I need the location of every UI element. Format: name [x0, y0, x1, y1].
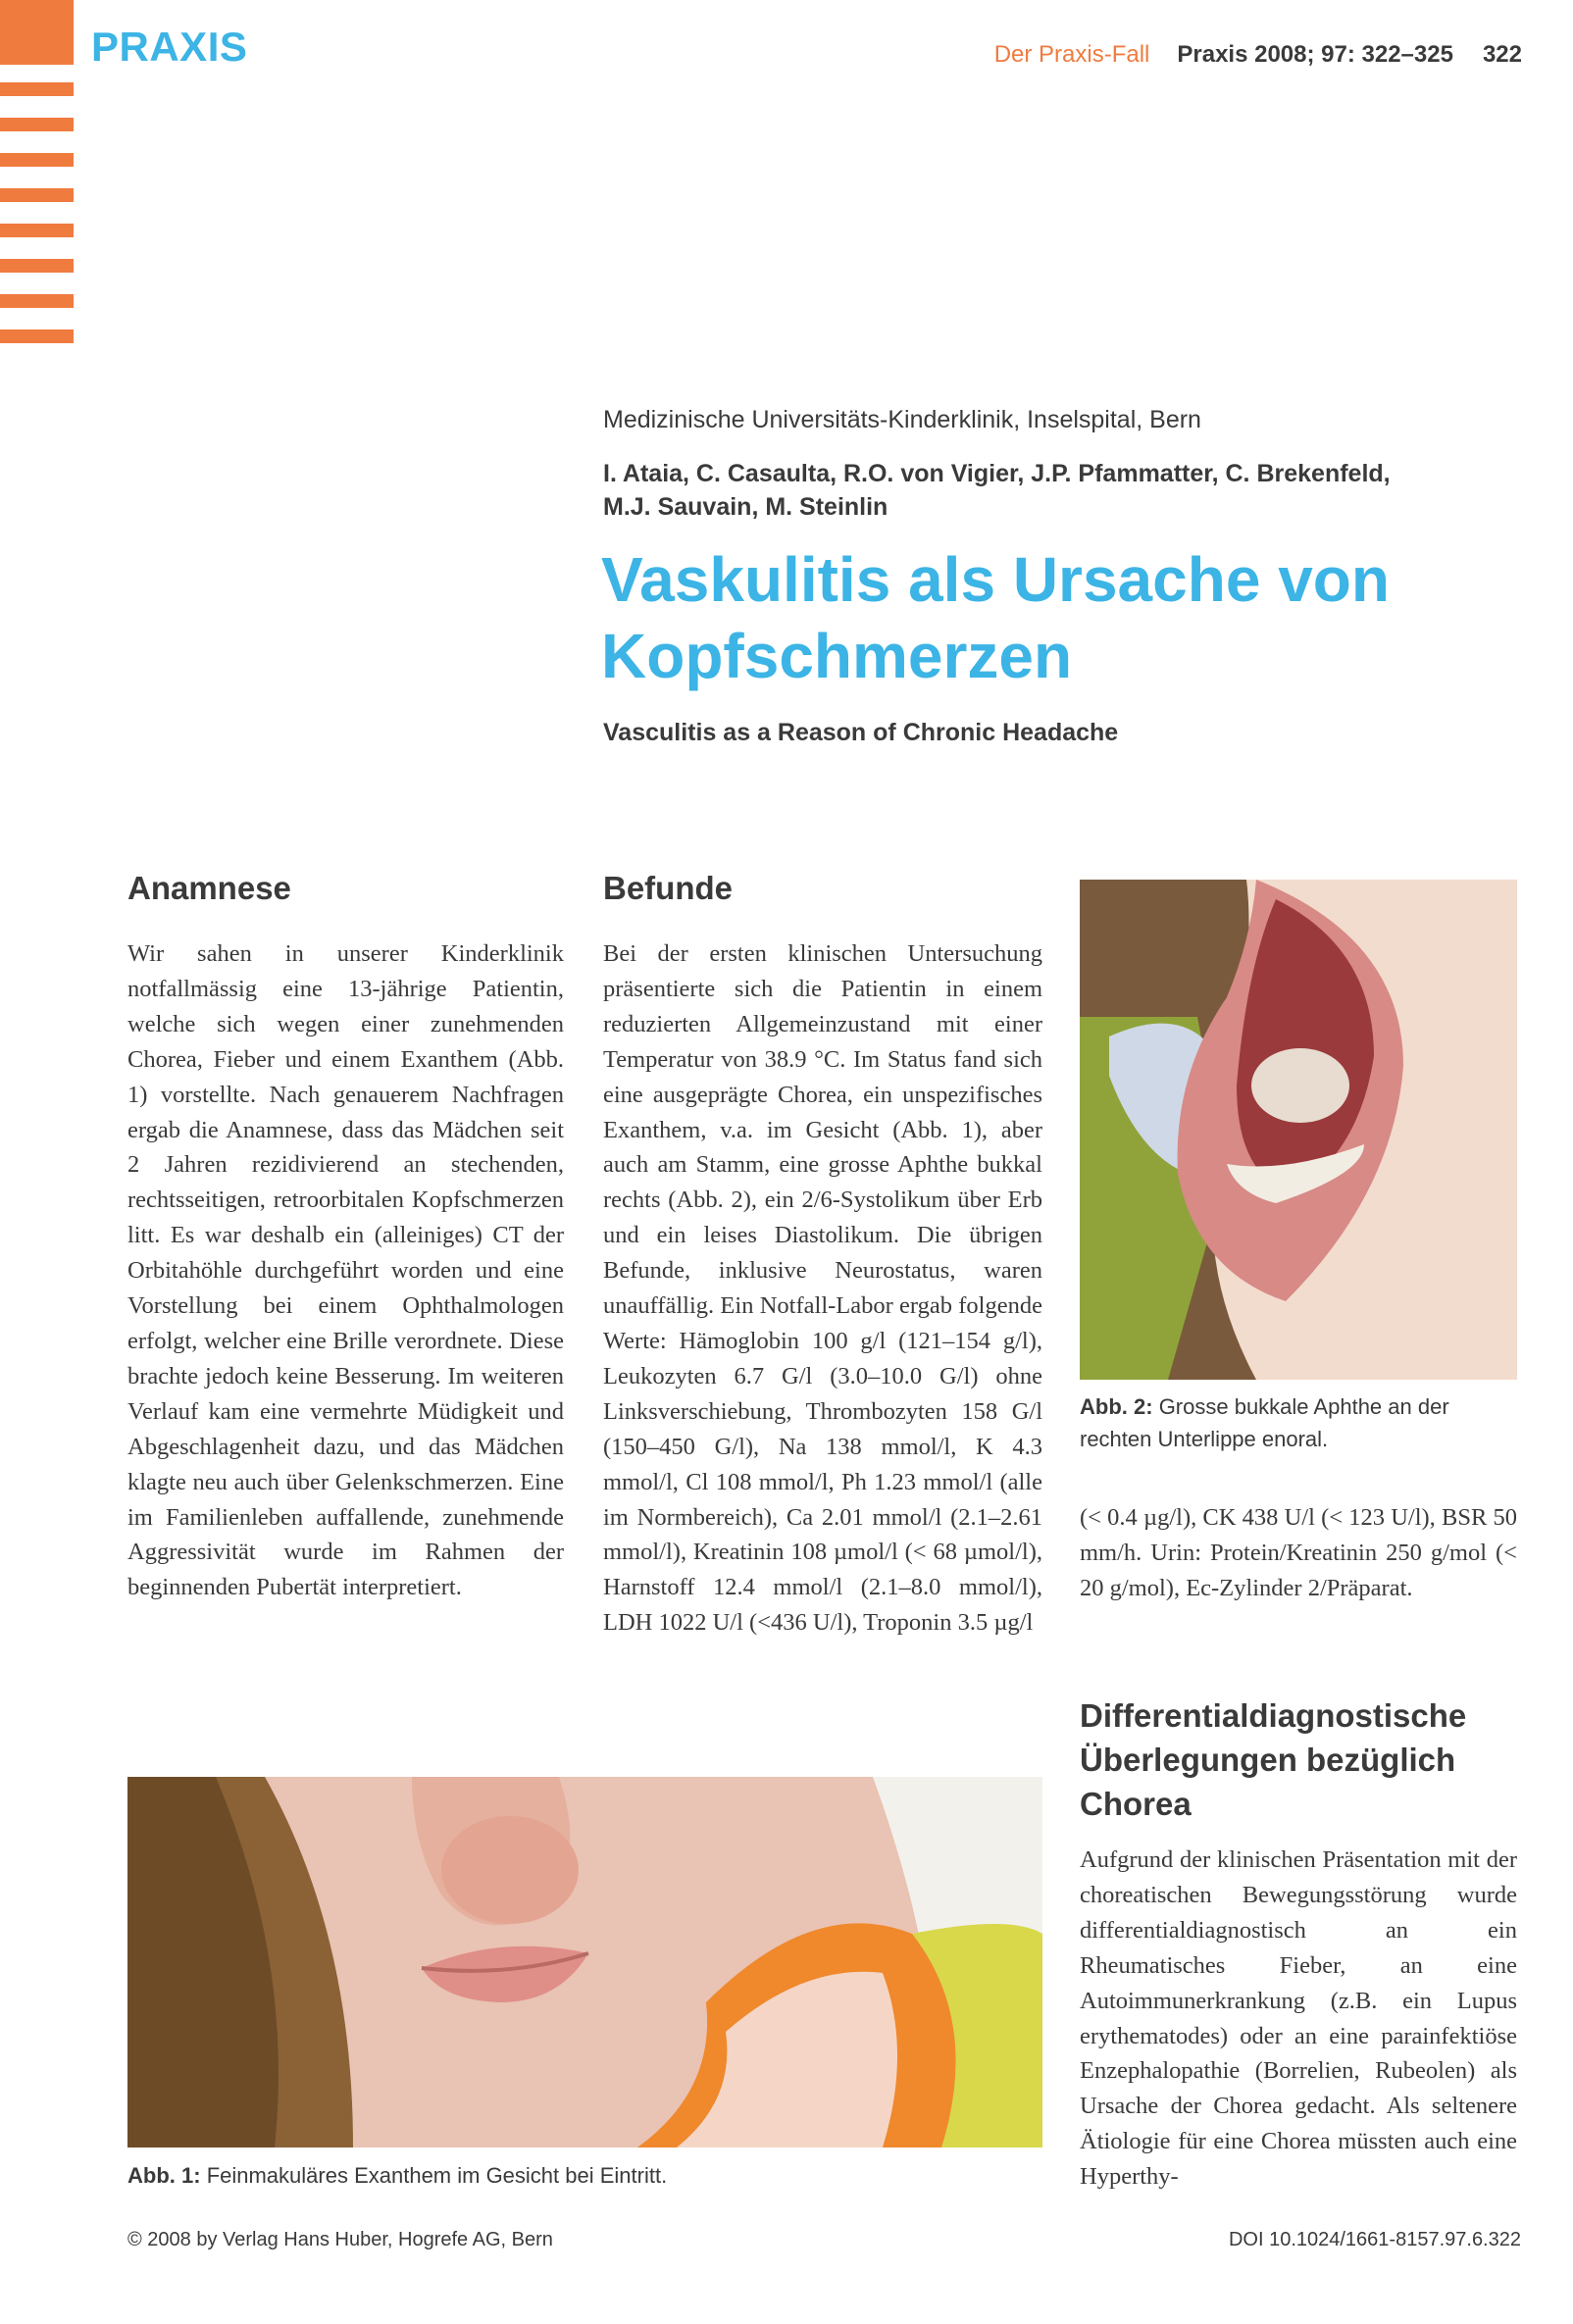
heading-differential: Differentialdiagnostische Überlegungen bezüglich Chorea — [1080, 1697, 1467, 1822]
figure-1-caption-text: Feinmakuläres Exanthem im Gesicht bei Eintritt. — [206, 2163, 668, 2188]
figure-1-caption — [127, 2159, 1042, 2192]
decorative-stripe — [0, 118, 74, 131]
decorative-stripe — [0, 224, 74, 237]
anamnese-text: Wir sahen in unserer Kinderklinik notfallmässig eine 13-jährige Patientin, welche sich wegen einer zunehmenden Chorea, Fieber und einem Exanthem (Abb. 1) vorstellte. Nach genauerem Nachfragen ergab die Anamnese, dass das Mädchen seit 2 Jahren rezidivierend an stechenden, rechtsseitigen, retroorbitalen Kopfschmerzen litt. Es war deshalb ein (alleiniges) CT der Orbitahöhle durchgeführt worden und eine Vorstellung bei einem Ophthalmologen erfolgt, welcher eine Brille verordnete. Diese brachte jedoch keine Besserung. Im weiteren Verlauf kam eine vermehrte Müdigkeit und Abgeschlagenheit dazu, und das Mädchen klagte neu auch über Gelenkschmerzen. Eine im Familienleben auffallende, zunehmende Aggressivität wurde im Rahmen der beginnenden Pubertät interpretiert. — [127, 940, 564, 1601]
header-color-block — [0, 0, 74, 65]
affiliation: Medizinische Universitäts-Kinderklinik, Inselspital, Bern — [603, 406, 1201, 433]
figure-1-image — [127, 1777, 1042, 2147]
copyright: © 2008 by Verlag Hans Huber, Hogrefe AG, Bern — [127, 2229, 553, 2250]
figure-2-caption-text: Grosse bukkale Aphthe an der rechten Unterlippe enoral. — [1080, 1394, 1449, 1451]
page-number: 322 — [1482, 41, 1522, 68]
decorative-stripe — [0, 153, 74, 167]
citation: Praxis 2008; 97: 322–325 — [1177, 41, 1453, 68]
article-subtitle: Vasculitis as a Reason of Chronic Headache — [603, 719, 1119, 746]
decorative-stripe — [0, 82, 74, 96]
heading-befunde: Befunde — [603, 870, 733, 906]
article-title: Vaskulitis als Ursache von Kopfschmerzen — [601, 544, 1390, 691]
figure-2-caption — [1080, 1390, 1517, 1455]
heading-anamnese: Anamnese — [127, 870, 291, 906]
decorative-stripe — [0, 259, 74, 273]
authors: I. Ataia, C. Casaulta, R.O. von Vigier, J.P. Pfammatter, C. Brekenfeld, M.J. Sauvain, M. Steinlin — [603, 460, 1391, 521]
journal-brand: PRAXIS — [91, 24, 248, 70]
figure-1-photo — [127, 1777, 1042, 2147]
differential-text: Aufgrund der klinischen Präsentation mit der choreatischen Bewegungsstörung wurde differentialdiagnostisch an ein Rheumatisches Fieber, an eine Autoimmunerkrankung (z.B. ein Lupus erythematodes) oder an eine parainfektiöse Enzephalopathie (Borrelien, Rubeolen) als Ursache der Chorea gedacht. Als seltenere Ätiologie für eine Chorea müssten auch eine Hyperthy- — [1080, 1846, 1517, 2191]
figure-2-image — [1080, 880, 1517, 1380]
figure-2-photo — [1080, 880, 1517, 1380]
decorative-stripe — [0, 329, 74, 343]
doi: DOI 10.1024/1661-8157.97.6.322 — [1228, 2229, 1521, 2250]
befunde-text: Bei der ersten klinischen Untersuchung präsentierte sich die Patientin in einem reduzierten Allgemeinzustand mit einer Temperatur von 38.9 °C. Im Status fand sich eine ausgeprägte Chorea, ein unspezifisches Exanthem, v.a. im Gesicht (Abb. 1), aber auch am Stamm, eine grosse Aphthe bukkal rechts (Abb. 2), ein 2/6-Systolikum über Erb und ein leises Diastolikum. Die übrigen Befunde, inklusive Neurostatus, waren unauffällig. Ein Notfall-Labor ergab folgende Werte: Hämoglobin 100 g/l (121–154 g/l), Leukozyten 6.7 G/l (3.0–10.0 G/l) ohne Linksverschiebung, Thrombozyten 158 G/l (150–450 G/l), Na 138 mmol/l, K 4.3 mmol/l, Cl 108 mmol/l, Ph 1.23 mmol/l (alle im Normbereich), Ca 2.01 mmol/l (2.1–2.61 mmol/l), Kreatinin 108 µmol/l (< 68 µmol/l), Harnstoff 12.4 mmol/l (2.1–8.0 mmol/l), LDH 1022 U/l (<436 U/l), Troponin 3.5 µg/l — [603, 940, 1042, 1637]
decorative-stripe — [0, 188, 74, 202]
decorative-stripe — [0, 294, 74, 308]
running-header — [994, 41, 1522, 69]
figure-1-label: Abb. 1: — [127, 2163, 201, 2188]
figure-2-label: Abb. 2: — [1080, 1394, 1153, 1419]
befunde-continuation: (< 0.4 µg/l), CK 438 U/l (< 123 U/l), BSR 50 mm/h. Urin: Protein/Kreatinin 250 g/mol (< 20 g/mol), Ec-Zylinder 2/Präparat. — [1080, 1504, 1517, 1601]
section-label: Der Praxis-Fall — [993, 41, 1150, 68]
